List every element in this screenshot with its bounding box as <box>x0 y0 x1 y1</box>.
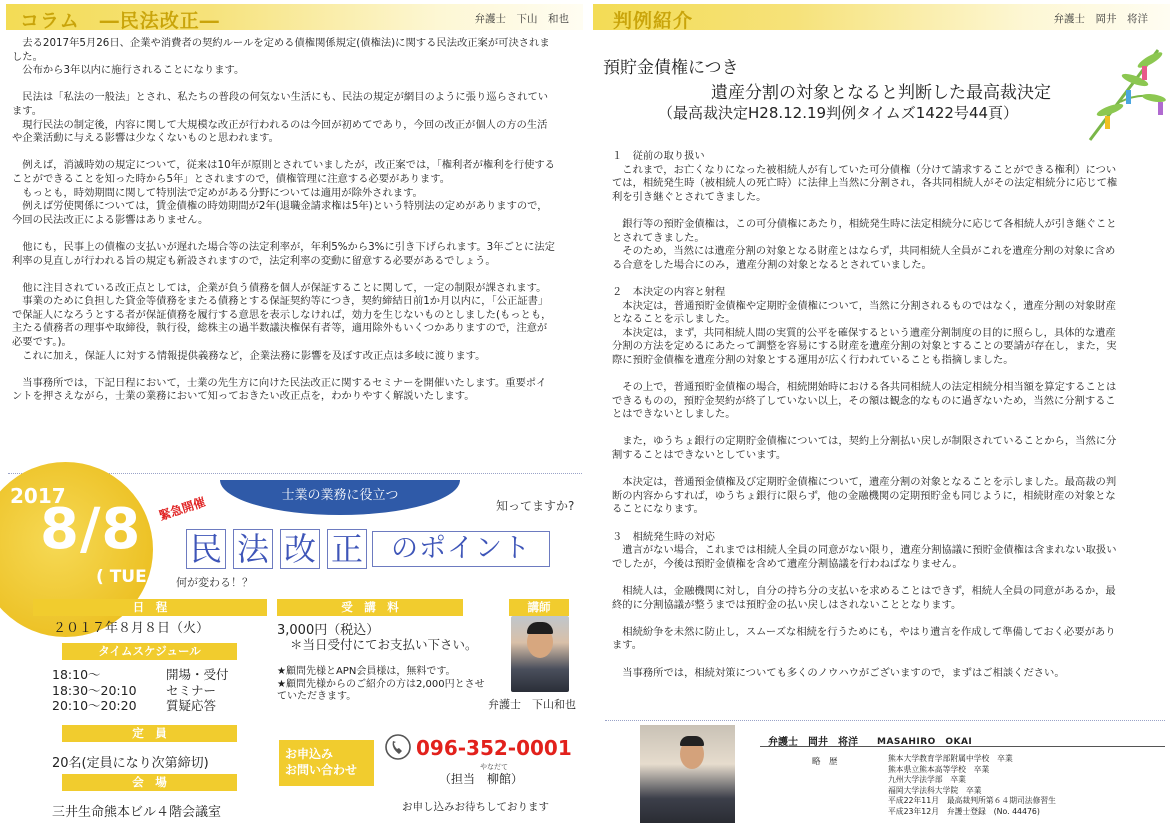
profile-label: 略 歴 <box>812 757 838 767</box>
lecturer-photo <box>511 616 569 692</box>
profile-history-line: 平成23年12月 弁護士登録 (No. 44476) <box>888 806 1040 816</box>
case-header-bar <box>593 4 1170 30</box>
phone-number[interactable]: 096-352-0001 <box>416 736 572 760</box>
seminar-weekday: ( TUE ) <box>96 567 161 587</box>
column-paragraph: 去る2017年5月26日、企業や消費者の契約ルールを定める債権関係規定(債権法)に関する民法改正案が可決されました。 公布から3年以内に施行されることになります。 <box>12 37 550 77</box>
capacity-label: 定 員 <box>62 725 237 742</box>
timetable-row <box>52 667 272 683</box>
column-header-author: 弁護士 下山 和也 <box>474 13 569 25</box>
lecturer-label: 講師 <box>509 599 569 616</box>
title-char-box: 改 <box>280 529 320 569</box>
timetable-list <box>52 667 272 714</box>
timetable-label: タイムスケジュール <box>62 643 237 660</box>
case-paragraph: 相続人は，金融機関に対し，自分の持ち分の支払いを求めることはできず，相続人全員の同意があるか，最終的に分割協議が整うまでは預貯金の払い戻しはされないこととなります。 <box>612 585 1116 611</box>
contact-person: （担当 柳館） <box>439 772 524 786</box>
case-paragraph: ３ 相続発生時の対応 遺言がない場合，これまでは相続人全員の同意がない限り，遺産分割協議に預貯金債権は含まれない取扱いでしたが，今後は預貯金債権を含めて遺産分割協議を行わねばなりません。 <box>612 530 1117 570</box>
phone-icon <box>384 733 412 761</box>
case-paragraph: また，ゆうちょ銀行の定期貯金債権については，契約上分割払い戻しが制限されていることから，当然に分割することはできないとしています。 <box>612 435 1117 462</box>
case-paragraph: １ 従前の取り扱い これまで，お亡くなりになった被相続人が有していた可分債権（分けて請求することができる権利）については，相続発生時（被相続人の死亡時）に法律上当然に分割され，各共同相続人がその法定相続分に応じて権利を引き継ぐとされてきました。 <box>612 150 1118 203</box>
profile-history-line: 熊本県立熊本高等学校 卒業 <box>888 764 990 774</box>
venue-value: 三井生命熊本ビル４階会議室 <box>52 805 222 820</box>
case-paragraph: 銀行等の預貯金債権は，この可分債権にあたり，相続発生時に法定相続分に応じて各相続人が引き継ぐこととされてきました。 そのため，当然には遺産分割の対象となる財産とはならず，共同相続人全員がこれを遺産分割の対象に含める合意をした場合にのみ，遺産分割の対象となるとされていました。 <box>612 217 1117 271</box>
profile-romaji: MASAHIRO OKAI <box>877 737 973 747</box>
title-suffix: のポイント <box>372 531 550 567</box>
seminar-date: 8/8 <box>40 497 142 562</box>
fee-note: ＊当日受付にてお支払い下さい。 <box>290 637 478 652</box>
schedule-value: ２０１７年８月８日（火） <box>53 621 210 636</box>
fee-value: 3,000円（税込） <box>277 623 380 638</box>
case-paragraph: 相続紛争を未然に防止し，スムーズな相続を行うためにも，やはり遺言を作成して準備しておく必要があります。 <box>612 625 1116 652</box>
case-body <box>612 150 1124 680</box>
column-paragraph: 他に注目されている改正点としては，企業が負う債務を個人が保証することに関して，一定の制限が課されます。 事業のために負担した貸金等債務をまたる債務とする保証契約等につき，契約締結日前1か月以内に，「公正証書」で保証人になろうとする者が保証債務を履行する意思を表示しなければ，効力を生じないものとしました(もっとも，主たる債務者の理事や取締役，執行役，総株主の過半数議決権保有者等，適用除外もいくつかありますので，注意が必要です。)。 これに加え，保証人に対する情報提供義務など，企業法務に影響を及ぼす改正点は多岐に渡ります。 <box>12 281 552 362</box>
case-header-author: 弁護士 岡井 将洋 <box>1053 13 1148 25</box>
urgent-label: 緊急開催 <box>157 494 208 524</box>
profile-history-line: 平成22年11月 最高裁判所第６４期司法修習生 <box>888 796 1056 806</box>
case-paragraph: 本決定は，普通預金債権及び定期貯金債権について，遺産分割の対象となることを示しました。最高裁の判断の内容からすれば，ゆうちょ銀行に限らず，他の金融機関の定期預貯金も同じように，相続財産の対象となることになります。 <box>612 476 1117 516</box>
title-char-box: 民 <box>186 529 226 569</box>
profile-history-line: 九州大学法学部 卒業 <box>888 775 966 785</box>
profile-history-line: 熊本大学教育学部附属中学校 卒業 <box>888 754 1013 763</box>
do-you-know-label: 知ってますか? <box>496 499 575 513</box>
profile-history <box>888 754 1056 818</box>
column-paragraph: 当事務所では，下記日程において，士業の先生方に向けた民法改正に関するセミナーを開催いたします。重要ポイントを押さえながら，士業の業務において知っておきたい改正点を，わかりやすく解説いたします。 <box>12 376 547 403</box>
title-char-box: 法 <box>233 529 273 569</box>
lecturer-name: 弁護士 下山和也 <box>488 698 576 711</box>
case-title-line-1: 預貯金債権につき <box>603 58 739 78</box>
fee-label: 受 講 料 <box>277 599 463 616</box>
apply-box <box>279 740 374 786</box>
closing-text: お申し込みお待ちしております <box>402 801 549 813</box>
column-paragraph: 例えば，消滅時効の規定について，従来は10年が原則とされていましたが，改正案では，「権利者が権利を行使することができることを知った時から5年」とされますので，債権管理に注意する必要があります。 もっとも，時効期間に関して特別法で定めがある分野については適用が除外されます。 例えば労使関係については，賃金債権の時効期間が2年(退職金請求権は5年)という特別法の定めがありますので，今回の民法改正による影響はありません。 <box>12 159 555 226</box>
apply-label: お申込み お問い合わせ <box>285 747 358 777</box>
what-changes-label: 何が変わる！？ <box>176 576 253 589</box>
case-paragraph: ２ 本決定の内容と射程 本決定は，普通預貯金債権や定期貯金債権について，当然に分割されるものではなく，遺産分割の対象財産となることを示しました。 本決定は，まず，共同相続人間の実質的公平を確保するという遺産分割制度の目的に照らし，具体的な遺産分割の方法を定めるにあたって調整を容易にする財産を遺産分割の対象とすることの要請が存在し，また，実際に預貯金債権を遺産分割の対象とする運用が広く行われていることも指摘しました。 <box>612 285 1117 366</box>
column-paragraph: 他にも，民事上の債権の支払いが遅れた場合等の法定利率が，年利5%から3%に引き下げられます。3年ごとに法定利率の見直しが行われる旨の規定も新設されますので，法定利率の変動に留意する必要があるでしょう。 <box>12 240 555 267</box>
seminar-banner <box>220 480 460 515</box>
profile-photo <box>640 725 735 823</box>
seminar-banner-text: 士業の業務に役立つ <box>281 488 399 503</box>
seminar-year: 2017 <box>10 484 66 508</box>
timetable-item: セミナー <box>166 682 217 698</box>
profile-history-line: 福岡大学法科大学院 卒業 <box>888 785 982 795</box>
timetable-row <box>52 683 272 699</box>
timetable-time: 20:10～20:20 <box>52 698 137 713</box>
profile-separator <box>605 720 1165 721</box>
profile-name: 弁護士 岡井 将洋 <box>768 737 858 748</box>
column-paragraph: 民法は「私法の一般法」とされ、私たちの普段の何気ない生活にも、民法の規定が網目のように張り巡らされています。 現行民法の制定後，内容に関して大規模な改正が行われるのは今回が初めてであり，今回の改正が個人の方の生活や企業活動に与える影響は少なくないものと思われます。 <box>12 91 549 145</box>
schedule-label: 日 程 <box>33 599 267 616</box>
fee-free-note-2: ★顧問先様からのご紹介の方は2,000円とさせていただきます。 <box>277 679 485 702</box>
profile-name-underline <box>760 746 1165 747</box>
case-title-line-3: （最高裁決定H28.12.19判例タイムズ1422号44頁） <box>658 104 1019 122</box>
capacity-value: 20名(定員になり次第締切) <box>52 756 209 771</box>
column-body <box>12 37 556 418</box>
case-paragraph: その上で，普通預貯金債権の場合，相続開始時における各共同相続人の法定相続分相当額を算定することはできるものの，預貯金契約が終了していない以上，その額は観念的なものに過ぎないため，当然に分割することはできないとしました。 <box>612 381 1117 421</box>
contact-ruby: やなだて <box>480 763 508 771</box>
title-char-box: 正 <box>327 529 367 569</box>
profile-hair <box>680 736 704 746</box>
timetable-row <box>52 698 272 714</box>
lecturer-hair <box>527 622 553 634</box>
timetable-time: 18:10～ <box>52 667 101 682</box>
column-header-bar <box>6 4 583 30</box>
timetable-item: 開場・受付 <box>166 667 229 682</box>
seminar-title <box>186 529 556 569</box>
case-paragraph: 当事務所では，相続対策についても多くのノウハウがございますので，まずはご相談ください。 <box>612 666 1065 679</box>
case-title-line-2: 遺産分割の対象となると判断した最高裁決定 <box>711 83 1051 103</box>
fee-free-note-1: ★顧問先様とAPN会員様は，無料です。 <box>277 666 456 677</box>
venue-label: 会 場 <box>62 774 237 791</box>
timetable-item: 質疑応答 <box>166 698 217 713</box>
case-header-title: 判例紹介 <box>613 10 694 32</box>
bamboo-decoration <box>1080 40 1170 145</box>
timetable-time: 18:30～20:10 <box>52 682 137 698</box>
column-header-title: コラム ―民法改正― <box>20 10 220 32</box>
